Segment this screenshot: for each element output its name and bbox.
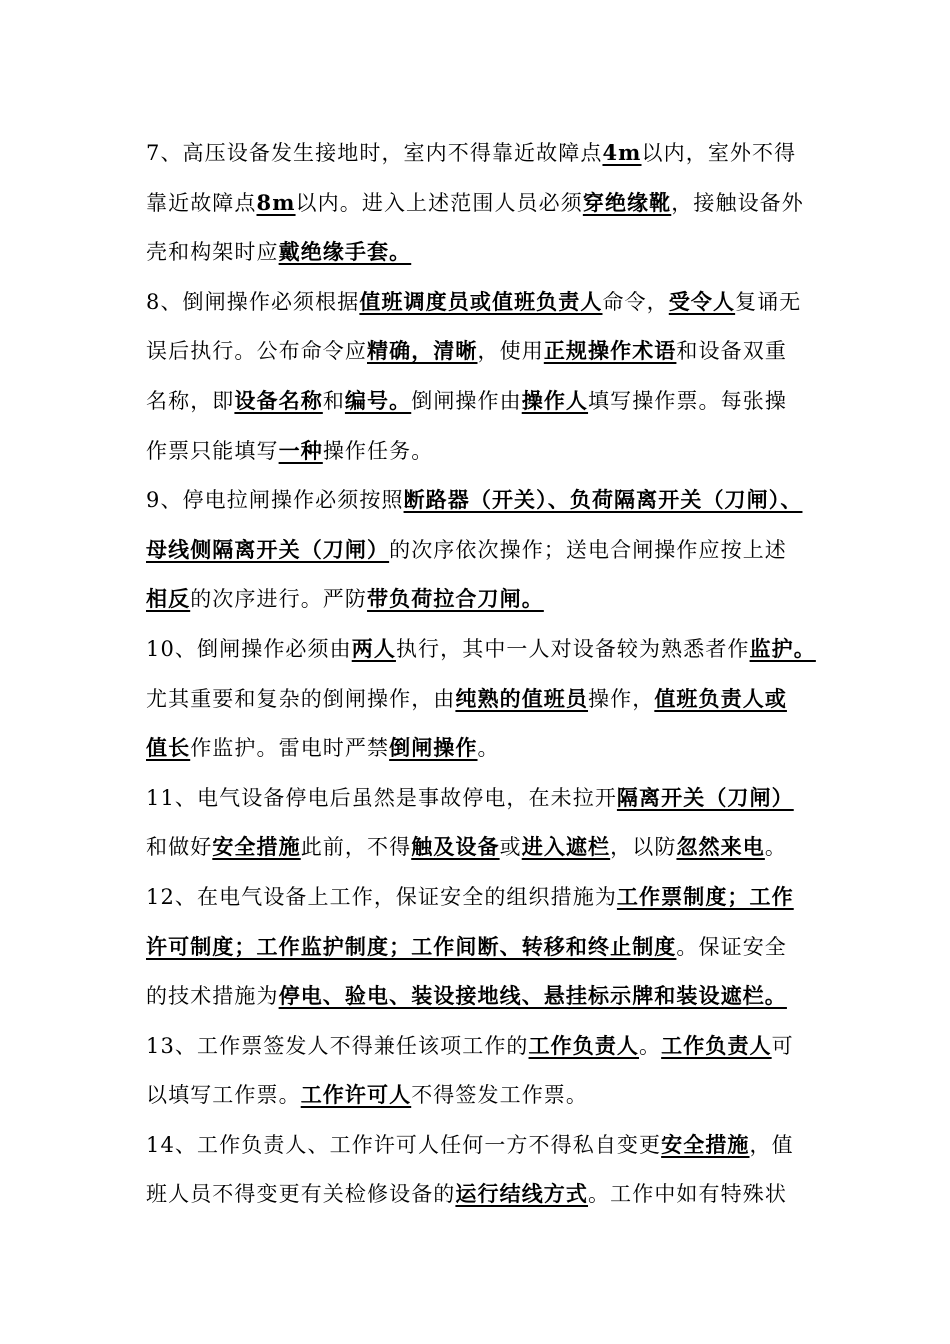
text-line xyxy=(146,1169,826,1219)
answer-underlined: 安全措施 xyxy=(212,834,301,860)
answer-underlined: 忽然来电 xyxy=(676,834,765,860)
answer-underlined: 许可制度；工作监护制度；工作间断、转移和终止制度 xyxy=(146,933,677,959)
text-segment: 此前，不得 xyxy=(300,835,412,860)
text-segment: 11、电气设备停电后虽然是事故停电，在未拉开 xyxy=(146,785,617,810)
text-segment: 复诵无 xyxy=(735,289,802,314)
text-line xyxy=(146,1070,826,1120)
text-segment: ，接触设备外 xyxy=(671,190,804,215)
text-line xyxy=(146,624,826,674)
answer-underlined: 受令人 xyxy=(668,288,736,314)
text-segment: 以内。进入上述范围人员必须 xyxy=(295,190,583,215)
text-segment: 13、工作票签发人不得兼任该项工作的 xyxy=(146,1033,529,1058)
text-line xyxy=(146,178,826,228)
answer-underlined: 设备名称 xyxy=(234,387,323,413)
text-segment: 倒闸操作由 xyxy=(411,388,522,413)
answer-underlined: 相反 xyxy=(146,586,191,612)
answer-underlined: 停电、验电、装设接地线、悬挂标示牌和装设遮栏。 xyxy=(278,983,787,1009)
text-segment: 和 xyxy=(322,388,345,413)
text-segment: 填写操作票。每张操 xyxy=(588,388,787,413)
text-segment: 的技术措施为 xyxy=(146,984,279,1009)
answer-underlined: 倒闸操作 xyxy=(389,735,478,761)
text-segment: 以内，室外不得 xyxy=(641,141,797,165)
answer-underlined: 值班负责人或 xyxy=(654,685,787,711)
answer-underlined: 触及设备 xyxy=(411,834,500,860)
text-segment: 。工作中如有特殊状 xyxy=(588,1182,787,1207)
text-line xyxy=(146,227,826,277)
answer-underlined: 监护。 xyxy=(749,635,816,661)
text-segment: 操作， xyxy=(588,686,655,711)
text-segment: 10、倒闸操作必须由 xyxy=(146,636,352,661)
answer-underlined: 戴绝缘手套。 xyxy=(278,239,412,265)
text-line xyxy=(146,574,826,624)
answer-underlined: 工作负责人 xyxy=(528,1032,640,1058)
text-line xyxy=(146,674,826,724)
text-segment: ，使用 xyxy=(477,339,544,364)
text-segment: 的次序依次操作；送电合闸操作应按上述 xyxy=(389,537,787,562)
text-line xyxy=(146,822,826,872)
answer-underlined: 纯熟的值班员 xyxy=(455,685,589,711)
text-line xyxy=(146,525,826,575)
text-segment: 作监护。雷电时严禁 xyxy=(190,736,390,761)
text-line xyxy=(146,1021,826,1071)
answer-underlined: 工作许可人 xyxy=(300,1082,412,1108)
text-segment: 作票只能填写 xyxy=(146,438,279,463)
text-segment: 名称，即 xyxy=(146,388,235,413)
text-line xyxy=(146,1120,826,1170)
answer-underlined: 值班调度员或值班负责人 xyxy=(359,288,603,314)
answer-underlined: 两人 xyxy=(351,635,396,661)
text-segment: 壳和构架时应 xyxy=(146,240,279,265)
text-line xyxy=(146,475,826,525)
text-segment: 。 xyxy=(639,1033,662,1058)
text-segment: 7、高压设备发生接地时，室内不得靠近故障点 xyxy=(146,141,603,165)
answer-underlined: 母线侧隔离开关（刀闸） xyxy=(146,536,390,562)
answer-underlined: 隔离开关（刀闸） xyxy=(616,784,794,810)
answer-underlined: 一种 xyxy=(278,437,323,463)
answer-underlined: 进入遮栏 xyxy=(521,834,611,860)
text-line xyxy=(146,326,826,376)
text-segment: 和设备双重 xyxy=(676,339,787,364)
answer-underlined: 带负荷拉合刀闸。 xyxy=(367,586,544,612)
text-segment: 执行，其中一人对设备较为熟悉者作 xyxy=(395,636,750,661)
text-segment: 命令， xyxy=(602,289,669,314)
text-segment: 误后执行。公布命令应 xyxy=(146,339,367,364)
text-line xyxy=(146,376,826,426)
answer-underlined: 操作人 xyxy=(521,387,589,413)
text-line xyxy=(146,922,826,972)
text-line xyxy=(146,128,826,178)
text-segment: 12、在电气设备上工作，保证安全的组织措施为 xyxy=(146,884,617,909)
text-segment: ，值 xyxy=(749,1132,794,1157)
text-segment: ，以防 xyxy=(610,835,677,860)
text-segment: 靠近故障点 xyxy=(146,190,257,215)
text-line xyxy=(146,277,826,327)
text-segment: 或 xyxy=(499,835,522,860)
text-line xyxy=(146,872,826,922)
text-line xyxy=(146,723,826,773)
text-segment: 和做好 xyxy=(146,835,213,860)
text-segment: 。 xyxy=(764,835,787,860)
answer-underlined: 正规操作术语 xyxy=(543,338,677,364)
answer-underlined: 值长 xyxy=(146,735,191,761)
text-line xyxy=(146,773,826,823)
answer-underlined: 编号。 xyxy=(344,387,412,413)
text-line xyxy=(146,426,826,476)
text-segment: 不得签发工作票。 xyxy=(411,1083,589,1108)
text-segment: 。保证安全 xyxy=(676,934,787,959)
text-segment: 操作任务。 xyxy=(322,438,434,463)
answer-underlined: 4m xyxy=(602,140,642,165)
text-segment: 班人员不得变更有关检修设备的 xyxy=(146,1182,456,1207)
text-segment: 14、工作负责人、工作许可人任何一方不得私自变更 xyxy=(146,1132,662,1157)
text-line xyxy=(146,971,826,1021)
text-segment: 以填写工作票。 xyxy=(146,1083,301,1108)
answer-underlined: 安全措施 xyxy=(661,1131,750,1157)
answer-underlined: 8m xyxy=(256,189,296,215)
text-segment: 9、停电拉闸操作必须按照 xyxy=(146,488,404,513)
text-segment: 8、倒闸操作必须根据 xyxy=(146,289,360,314)
text-segment: 。 xyxy=(477,736,500,761)
text-segment: 的次序进行。严防 xyxy=(190,587,368,612)
text-segment: 可 xyxy=(771,1033,794,1058)
answer-underlined: 工作票制度；工作 xyxy=(616,883,794,909)
answer-underlined: 精确，清晰 xyxy=(367,338,478,364)
answer-underlined: 穿绝缘靴 xyxy=(582,189,672,215)
document-body xyxy=(146,128,826,1219)
answer-underlined: 工作负责人 xyxy=(661,1032,772,1058)
answer-underlined: 断路器（开关）、负荷隔离开关（刀闸）、 xyxy=(403,487,803,513)
answer-underlined: 运行结线方式 xyxy=(455,1181,589,1207)
text-segment: 尤其重要和复杂的倒闸操作，由 xyxy=(146,686,456,711)
